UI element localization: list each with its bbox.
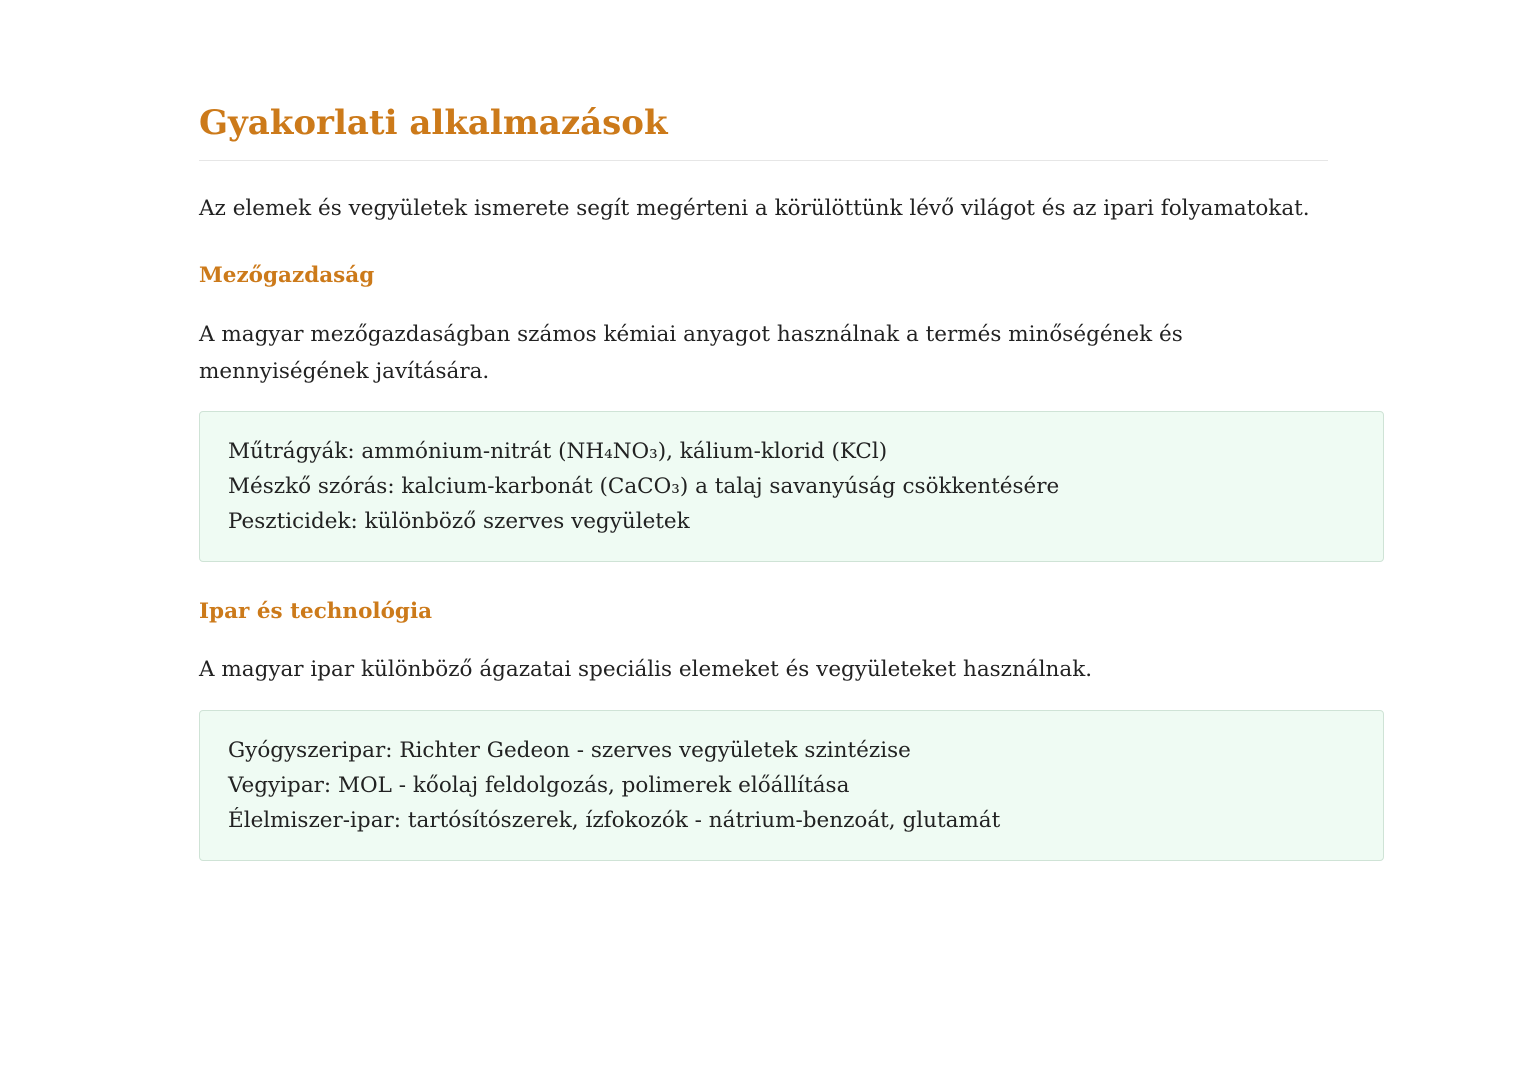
section-heading-industry: Ipar és technológia [199, 599, 433, 624]
info-box-item: Mészkő szórás: kalcium-karbonát (CaCO₃) a talaj savanyúság csökkentésére [228, 474, 1060, 499]
info-box-item: Vegyipar: MOL - kőolaj feldolgozás, polimerek előállítása [228, 773, 850, 798]
page-title: Gyakorlati alkalmazások [199, 103, 668, 143]
info-box-item: Gyógyszeripar: Richter Gedeon - szerves vegyületek szintézise [228, 738, 911, 763]
info-box-item: Peszticidek: különböző szerves vegyületek [228, 509, 690, 534]
title-divider [199, 160, 1328, 161]
info-box-item: Élelmiszer-ipar: tartósítószerek, ízfokozók - nátrium-benzoát, glutamát [228, 808, 1001, 833]
info-box-agriculture [199, 411, 1384, 562]
info-box-item: Műtrágyák: ammónium-nitrát (NH₄NO₃), kálium-klorid (KCl) [228, 439, 888, 464]
section-heading-agriculture: Mezőgazdaság [199, 263, 375, 288]
section-text-industry: A magyar ipar különböző ágazatai speciális elemeket és vegyületeket használnak. [199, 657, 1093, 682]
section-text-agriculture: A magyar mezőgazdaságban számos kémiai anyagot használnak a termés minőségének és mennyiségének javítására. [199, 322, 1183, 384]
intro-paragraph: Az elemek és vegyületek ismerete segít megérteni a körülöttünk lévő világot és az ipari folyamatokat. [199, 196, 1310, 221]
info-box-industry [199, 710, 1384, 861]
